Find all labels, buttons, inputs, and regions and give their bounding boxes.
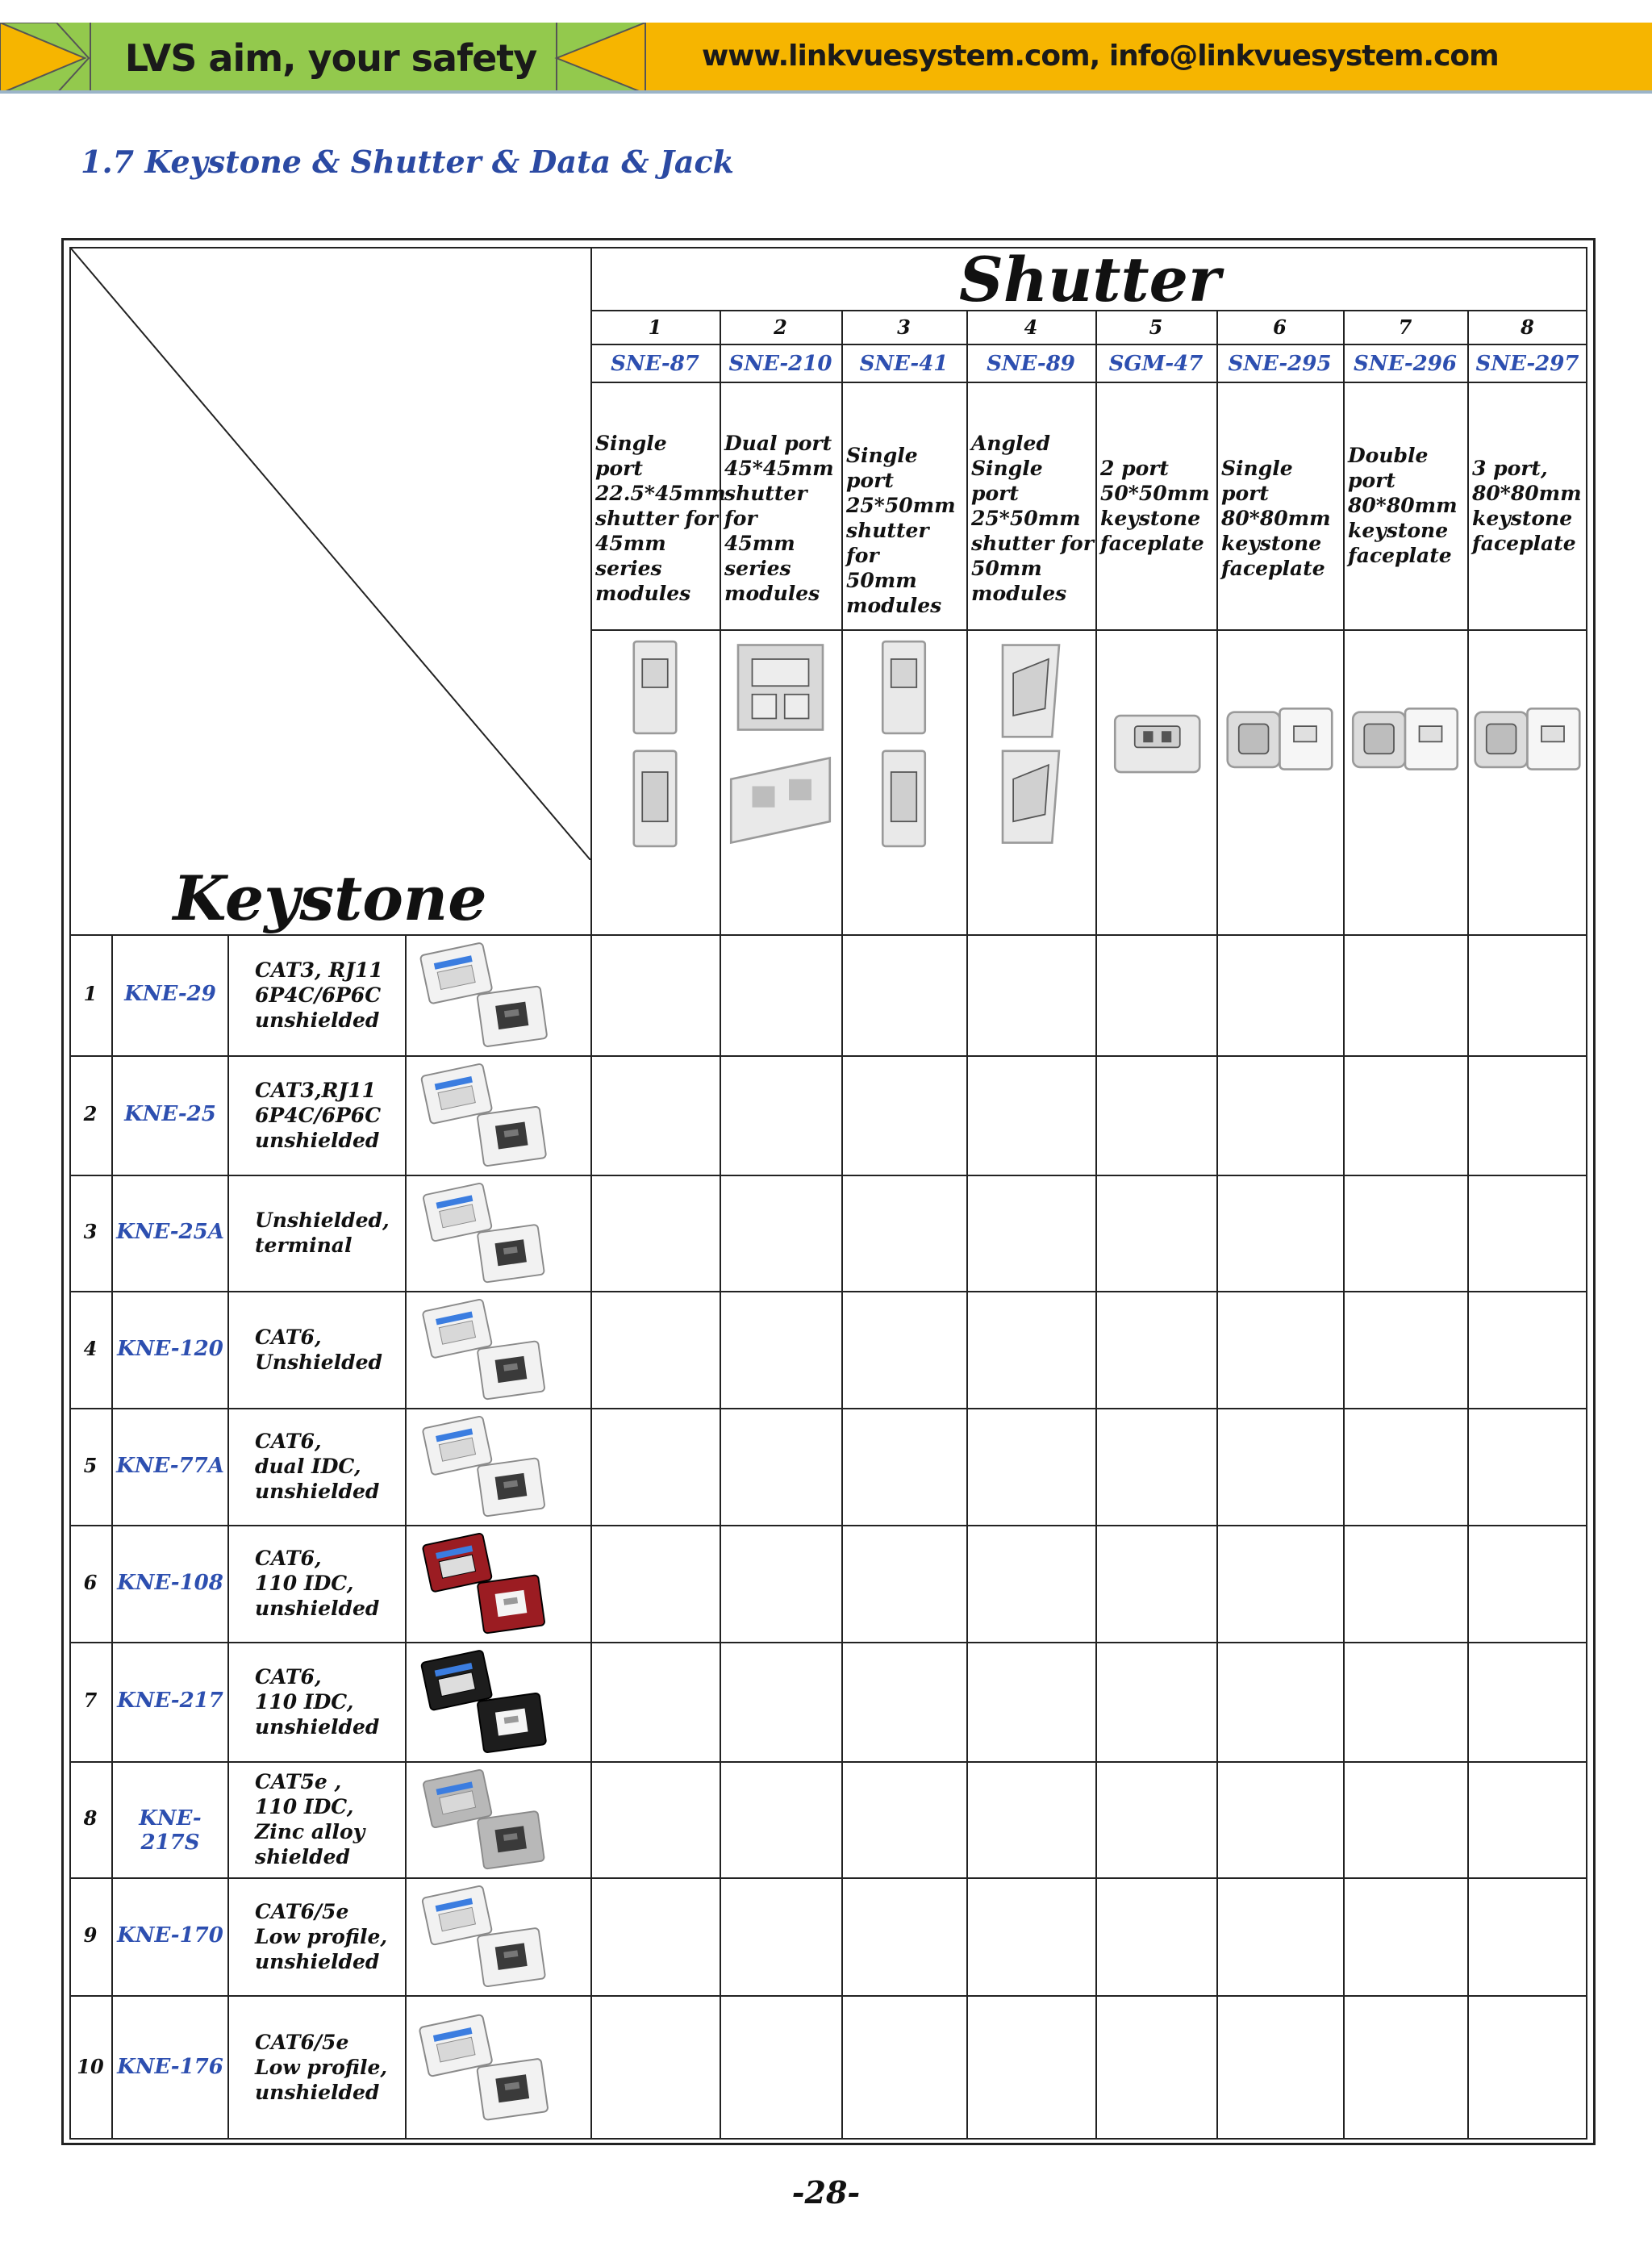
description-line: Low profile, <box>255 1924 388 1948</box>
row-rule <box>69 1761 1587 1763</box>
keystone-row-code: KNE-25A <box>116 1220 224 1244</box>
description-line: Single port <box>595 431 667 480</box>
keystone-column-rule <box>227 934 229 2140</box>
description-line: faceplate <box>1472 531 1576 555</box>
row-rule <box>69 1525 1587 1526</box>
shutter-col-number: 3 <box>897 315 911 339</box>
shutter-col-number: 5 <box>1149 315 1163 339</box>
description-line: Dual port <box>724 431 832 455</box>
description-line: unshielded <box>255 1714 380 1739</box>
keystone-row-description <box>255 1078 400 1153</box>
keystone-row-number: 4 <box>83 1336 98 1360</box>
keystone-jack-icon <box>411 1060 557 1173</box>
keystone-row-number: 1 <box>83 982 98 1005</box>
section-title: 1.7 Keystone & Shutter & Data & Jack <box>81 144 735 180</box>
shutter-col-code: SNE-295 <box>1228 352 1332 376</box>
shutter-heading: Shutter <box>958 244 1220 315</box>
faceplate-icon <box>1346 631 1464 860</box>
keystone-row-description <box>255 1325 400 1375</box>
description-line: shutter for <box>595 506 718 530</box>
shutter-col-code: SNE-297 <box>1475 352 1579 376</box>
description-line: keystone <box>1100 506 1201 530</box>
column-rule <box>1343 310 1345 2140</box>
keystone-jack-icon <box>411 1882 557 1994</box>
description-line: faceplate <box>1348 544 1452 567</box>
keystone-row-number: 3 <box>83 1220 98 1243</box>
keystone-column-rule <box>405 934 407 2140</box>
description-line: 25*50mm <box>971 506 1081 530</box>
description-line: Low profile, <box>255 2056 388 2079</box>
description-line: CAT5e , <box>255 1770 342 1793</box>
shutter-col-code: SNE-296 <box>1354 352 1457 376</box>
angled-shutter-icon <box>970 631 1092 860</box>
keystone-row-description <box>255 1208 400 1258</box>
keystone-row-number: 9 <box>83 1923 98 1947</box>
description-line: Single port <box>971 456 1043 505</box>
description-line: 50mm <box>846 569 917 592</box>
keystone-jack-icon <box>411 1530 557 1640</box>
description-line: shutter for <box>724 481 807 530</box>
shutter-col-code: SGM-47 <box>1108 352 1204 376</box>
shutter-col-description <box>1348 443 1466 568</box>
description-line: CAT3,RJ11 <box>255 1078 377 1102</box>
keystone-jack-icon <box>411 1413 557 1523</box>
description-line: Single port <box>1221 456 1293 505</box>
description-line: CAT6, <box>255 1664 322 1689</box>
description-line: modules <box>595 581 691 605</box>
single-port-shutter-icon <box>845 631 963 860</box>
keystone-row-description <box>255 1899 400 1974</box>
header-banner <box>0 23 1652 94</box>
keystone-row-description <box>255 1546 400 1621</box>
row-rule <box>69 1642 1587 1643</box>
shutter-col-number: 4 <box>1024 315 1038 339</box>
description-line: unshielded <box>255 1480 380 1503</box>
row-rule <box>69 1175 1587 1176</box>
row-rule <box>69 1877 1587 1879</box>
description-line: Zinc alloy <box>255 1820 365 1843</box>
single-port-shutter-icon <box>594 631 716 860</box>
description-line: 6P4C/6P6C <box>255 1103 382 1127</box>
description-line: 2 port <box>1100 456 1169 480</box>
description-line: terminal <box>255 1234 353 1257</box>
shutter-col-description <box>1472 456 1586 556</box>
column-rule <box>841 310 843 2140</box>
row-rule <box>69 1055 1587 1057</box>
description-line: 6P4C/6P6C <box>255 983 382 1007</box>
description-line: shutter for <box>971 531 1094 555</box>
description-line: keystone <box>1472 506 1573 530</box>
corner-diagonal <box>71 248 590 860</box>
column-rule <box>1095 310 1097 2140</box>
description-line: CAT6/5e <box>255 2031 349 2054</box>
column-rule <box>720 310 721 2140</box>
description-line: port <box>1348 469 1395 492</box>
description-line: 50*50mm <box>1100 481 1210 505</box>
keystone-jack-icon <box>411 1766 557 1876</box>
keystone-jack-icon <box>411 939 557 1054</box>
keystone-row-description <box>255 958 400 1033</box>
shutter-col-description <box>724 431 840 606</box>
row-rule <box>69 934 1587 936</box>
shutter-col-number: 8 <box>1521 315 1534 339</box>
description-line: faceplate <box>1100 531 1204 555</box>
description-line: shutter for <box>846 519 929 567</box>
keystone-row-code: KNE-108 <box>117 1570 223 1595</box>
keystone-row-code: KNE-25 <box>124 1102 216 1126</box>
description-line: CAT6, <box>255 1547 322 1570</box>
keystone-row-description <box>255 1429 400 1504</box>
shutter-col-number: 7 <box>1398 315 1412 339</box>
description-line: 45mm <box>595 531 666 555</box>
faceplate-icon <box>1471 631 1584 860</box>
shutter-col-description <box>846 443 965 618</box>
dual-port-shutter-icon <box>723 631 838 860</box>
description-line: 110 IDC, <box>255 1795 354 1818</box>
header-rule <box>590 382 1587 383</box>
description-line: dual IDC, <box>255 1455 361 1478</box>
description-line: unshielded <box>255 1008 380 1032</box>
description-line: 80*80mm <box>1472 481 1582 505</box>
keystone-row-code: KNE-176 <box>117 2054 223 2079</box>
description-line: CAT6, <box>255 1430 322 1453</box>
description-line: 80*80mm <box>1348 494 1458 517</box>
keystone-row-number: 7 <box>83 1689 98 1712</box>
surface-box-icon <box>1099 631 1213 860</box>
keystone-jack-icon <box>411 1647 557 1760</box>
shutter-col-number: 1 <box>648 315 662 339</box>
keystone-heading: Keystone <box>173 862 487 934</box>
description-line: keystone <box>1221 531 1322 555</box>
shutter-col-code: SNE-87 <box>611 352 699 376</box>
row-rule <box>69 1995 1587 1997</box>
description-line: 110 IDC, <box>255 1689 354 1714</box>
keystone-jack-icon <box>411 1296 557 1406</box>
column-rule <box>1467 310 1469 2140</box>
keystone-row-code: KNE-217 <box>117 1689 223 1713</box>
keystone-row-number: 8 <box>83 1806 98 1830</box>
keystone-jack-icon <box>411 2000 557 2138</box>
description-line: keystone <box>1348 519 1449 542</box>
description-line: shielded <box>255 1845 351 1868</box>
column-rule <box>966 310 968 2140</box>
keystone-row-number: 10 <box>77 2054 104 2078</box>
description-line: unshielded <box>255 1128 380 1152</box>
keystone-row-description <box>255 1664 400 1739</box>
description-line: Single port <box>846 444 918 492</box>
description-line: unshielded <box>255 1949 380 1973</box>
keystone-row-number: 6 <box>83 1570 98 1594</box>
description-line: CAT6/5e <box>255 1899 349 1923</box>
description-line: 22.5*45mm <box>595 481 726 505</box>
column-rule <box>590 247 592 2140</box>
description-line: 80*80mm <box>1221 506 1331 530</box>
shutter-col-description <box>1100 456 1215 556</box>
description-line: Unshielded <box>255 1350 382 1374</box>
shutter-col-description <box>1221 456 1341 581</box>
description-line: modules <box>971 581 1067 605</box>
description-line: unshielded <box>255 1597 380 1620</box>
keystone-row-description <box>255 1769 400 1869</box>
faceplate-icon <box>1220 631 1340 860</box>
keystone-row-code: KNE-170 <box>117 1923 223 1948</box>
description-line: Unshielded, <box>255 1209 390 1232</box>
page-number: -28- <box>791 2174 861 2211</box>
row-rule <box>69 1291 1587 1292</box>
slogan: LVS aim, your safety <box>124 36 537 80</box>
description-line: 110 IDC, <box>255 1572 354 1595</box>
keystone-jack-icon <box>411 1179 557 1289</box>
description-line: Double <box>1348 444 1429 467</box>
keystone-row-code: KNE-77A <box>116 1453 224 1478</box>
column-rule <box>1216 310 1218 2140</box>
description-line: series <box>595 556 662 580</box>
description-line: Angled <box>971 431 1050 455</box>
row-rule <box>69 1408 1587 1409</box>
keystone-row-code: KNE-29 <box>124 982 216 1006</box>
banner-rule <box>0 90 1652 94</box>
shutter-col-number: 2 <box>774 315 787 339</box>
description-line: faceplate <box>1221 556 1325 580</box>
keystone-row-number: 2 <box>83 1102 98 1125</box>
description-line: CAT3, RJ11 <box>255 958 383 982</box>
description-line: modules <box>846 594 942 617</box>
description-line: CAT6, <box>255 1325 322 1349</box>
description-line: unshielded <box>255 2081 380 2104</box>
keystone-row-code: KNE-217S <box>139 1806 202 1855</box>
shutter-col-number: 6 <box>1273 315 1287 339</box>
description-line: series <box>724 556 791 580</box>
description-line: 25*50mm <box>846 494 956 517</box>
description-line: 50mm <box>971 556 1042 580</box>
keystone-row-description <box>255 2030 400 2105</box>
shutter-col-code: SNE-210 <box>728 352 832 376</box>
shutter-col-code: SNE-89 <box>987 352 1075 376</box>
description-line: modules <box>724 581 820 605</box>
shutter-col-description <box>971 431 1094 606</box>
description-line: 45*45mm <box>724 456 834 480</box>
keystone-row-code: KNE-120 <box>117 1336 223 1361</box>
description-line: 45mm <box>724 531 795 555</box>
shutter-col-description <box>595 431 726 606</box>
shutter-col-code: SNE-41 <box>859 352 949 376</box>
description-line: 3 port, <box>1472 456 1548 480</box>
contact-info: www.linkvuesystem.com, info@linkvuesystem.com <box>702 40 1499 73</box>
keystone-row-number: 5 <box>83 1453 98 1477</box>
